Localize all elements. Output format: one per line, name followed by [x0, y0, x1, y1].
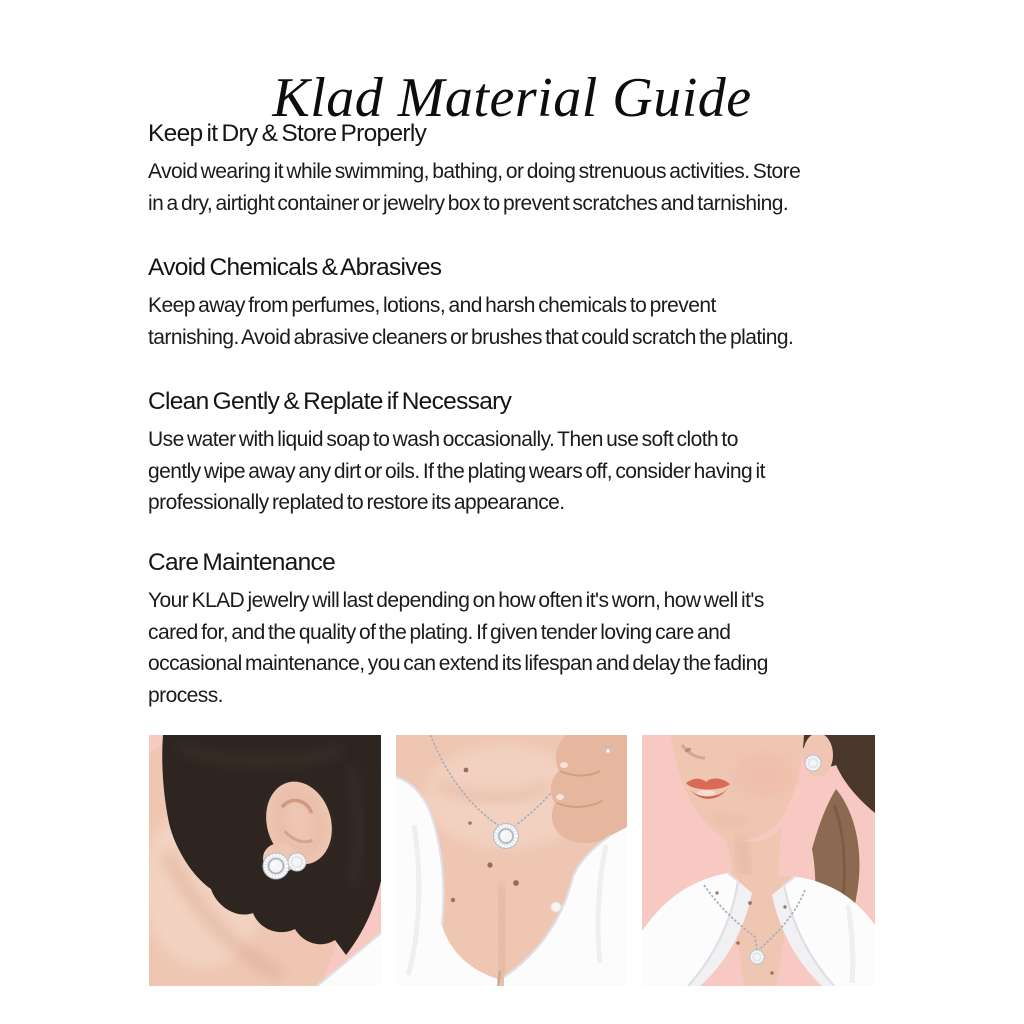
halo-pendant-small	[750, 950, 764, 964]
fingernail	[556, 794, 564, 800]
section-body-line: cared for, and the quality of the plating. If given tender loving care and	[148, 620, 731, 644]
halo-stud-earring-large	[263, 853, 289, 879]
section-keep-it-dry	[148, 119, 896, 219]
raised-hand	[551, 735, 627, 843]
section-heading: Avoid Chemicals & Abrasives	[148, 254, 442, 281]
halo-stud-earring	[805, 755, 821, 771]
section-body-line: in a dry, airtight container or jewelry box to prevent scratches and tarnishing.	[148, 191, 789, 215]
earrings-closeup-illustration	[149, 735, 381, 986]
section-heading: Keep it Dry & Store Properly	[148, 120, 427, 147]
photo-model-portrait	[642, 735, 875, 986]
section-heading: Care Maintenance	[148, 549, 335, 576]
section-heading: Clean Gently & Replate if Necessary	[148, 388, 512, 415]
section-body-line: process.	[148, 683, 223, 707]
halo-pendant	[494, 824, 519, 849]
necklace-neckline-illustration	[396, 735, 627, 986]
halo-stud-earring-small	[288, 853, 306, 871]
section-avoid-chemicals	[148, 253, 896, 353]
ear	[803, 735, 833, 777]
shirt-button	[551, 902, 561, 912]
section-care-maintenance	[148, 548, 896, 711]
photo-gallery	[149, 735, 875, 986]
section-body-line: Avoid wearing it while swimming, bathing, or doing strenuous activities. Store	[148, 160, 801, 183]
photo-earrings-closeup	[149, 735, 381, 986]
section-clean-gently	[148, 387, 896, 519]
section-body-line: gently wipe away any dirt or oils. If the plating wears off, consider having it	[148, 459, 765, 483]
section-body-line: Keep away from perfumes, lotions, and harsh chemicals to prevent	[148, 294, 716, 317]
section-body-line: professionally replated to restore its appearance.	[148, 491, 565, 514]
section-body-line: Use water with liquid soap to wash occasionally. Then use soft cloth to	[148, 428, 738, 451]
photo-necklace-neckline	[396, 735, 627, 986]
section-body-line: Your KLAD jewelry will last depending on how often it's worn, how well it's	[148, 589, 764, 612]
section-body-line: tarnishing. Avoid abrasive cleaners or brushes that could scratch the plating.	[148, 325, 794, 349]
fingernail	[560, 762, 568, 768]
page-title: Klad Material Guide	[272, 66, 752, 129]
model-portrait-illustration	[642, 735, 875, 986]
ring-sparkle	[606, 749, 610, 753]
section-body-line: occasional maintenance, you can extend its lifespan and delay the fading	[148, 652, 768, 675]
